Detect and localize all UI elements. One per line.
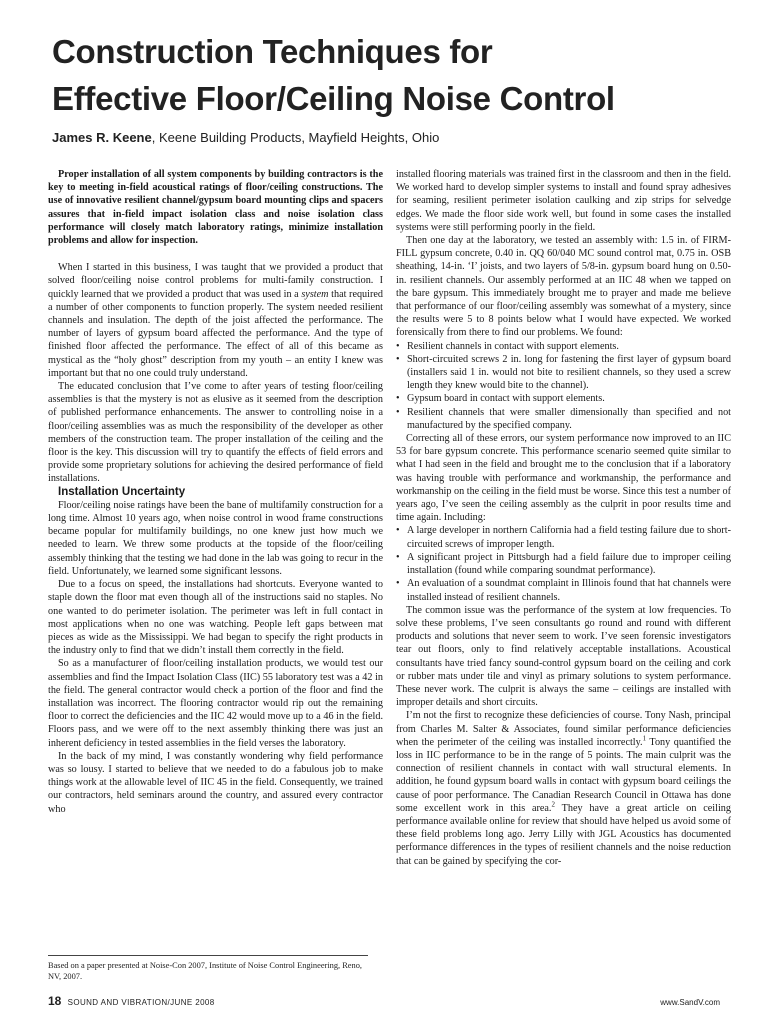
article-title (52, 28, 732, 122)
abstract: Proper installation of all system components by building contractors is the key to meeting in-field acoustical ratings of floor/ceiling constructions. The use of innovative resilient channel/gypsum board mounting clips and spacers assures that in-field impact isolation class and noise isolation class performance will closely match laboratory ratings, minimize installation problems and allow for inspection. (48, 169, 383, 247)
paragraph: Floor/ceiling noise ratings have been the bane of multifamily construction for a long time. Almost 10 years ago, when noise control in wood frame constructions became popular for multifamily buildings, no one knew just how much we needed to learn. We threw some products at the topside of the floor/ceiling assembly thinking that the testing we had done in the lab was going to recur in the field. Unfortunately, we learned some significant lessons. (48, 499, 383, 577)
page-footer (48, 994, 720, 1008)
title-line-2: Effective Floor/Ceiling Noise Control (52, 80, 615, 117)
footnote-ref: 1 (642, 734, 647, 743)
paragraph: So as a manufacturer of floor/ceiling installation products, we would test our assemblies and find the Impact Isolation Class (IIC) 55 laboratory test was a 42 in the field. The general contractor would check a portion of the floor and find the installation was incorrect. The flooring contractor would rip out the remaining floor to correct the deficiencies and the IIC 42 would move up to a 46 in the field. Floors pass, and we were off to the next assembly thinking there was just an inherent deficiency in tested assemblies in the field verses the laboratory. (48, 658, 383, 749)
list-item: • Gypsum board in contact with support elements. (396, 392, 731, 405)
list-item: • Short-circuited screws 2 in. long for fastening the first layer of gypsum board (installers said 1 in. would not bite to resilient channels, so they used a screw length they knew would bite to the channel). (396, 353, 731, 393)
paragraph: Correcting all of these errors, our system performance now improved to an IIC 53 for bare gypsum concrete. This performance scenario seemed quite similar to what I had seen in the field and brought me to the conclusion that if a laboratory was having trouble with performance and workmanship, the performance and workmanship on the ceiling in the field must be worse. Since this test a number of years ago, I’ve seen the ceiling assembly as the culprit in poor results time and time again. Including: (396, 433, 731, 524)
list-item: • Resilient channels in contact with support elements. (396, 340, 731, 353)
list-item: • A large developer in northern California had a field testing failure due to short-circuited screws of improper length. (396, 524, 731, 550)
paragraph: When I started in this business, I was taught that we provided a product that solved floor/ceiling noise control problems for multi-family construction. I quickly learned that we provided a product that was used in a system that required a number of other components to function properly. The system needed resilient channels and insulation. The depth of the joist affected the performance. The number of layers of gypsum board affected the performance. And the type of finished floor affected the performance. The effect of all of this became as mystical as the “holy ghost” description from my youth – an entity I knew was important but that no one could truly understand. (48, 262, 383, 379)
list-item: • An evaluation of a soundmat complaint in Illinois found that hat channels were installed instead of resilient channels. (396, 577, 731, 603)
paragraph: The common issue was the performance of the system at low frequencies. To solve these problems, I’ve seen consultants go round and round with different products and solutions that never seem to work. I’ve seen forensic investigators tear out floors, only to find relatively acceptable installations. Acoustical consultants have tried fancy sound-control gypsum board on the ceiling and cork or rubber mats under tile and vinyl as primary solutions to system performance. These never work. The culprit is always the same – ceilings are installed with improper details and short circuits. (396, 604, 731, 709)
author-name: James R. Keene (52, 130, 152, 145)
section-heading: Installation Uncertainty (58, 485, 186, 498)
paragraph: In the back of my mind, I was constantly wondering why field performance was so lousy. I started to believe that we needed to do a fabulous job to make things work at the allowable level of IIC 45 in the field. Consequently, we trained our contractors, held seminars around the country, and assured every contractor who (48, 750, 383, 815)
list-item: • A significant project in Pittsburgh had a field failure due to improper ceiling installation (found while comparing soundmat performance). (396, 551, 731, 577)
right-column (396, 168, 731, 868)
paragraph: installed flooring materials was trained first in the classroom and then in the field. We worked hard to develop simpler systems to install and found spray adhesives for seaming, resilient perimeter isolation caulking and zip strips for selvedge edges. We made the floor side work well, but found in some cases the installed systems were still performing poorly in the field. (396, 169, 731, 233)
paragraph: Then one day at the laboratory, we tested an assembly with: 1.5 in. of FIRM-FILL gypsum concrete, 0.40 in. QQ 60/040 MC sound control mat, 0.75 in. OSB sheathing, 14-in. ‘I’ joists, and two layers of 5/8-in. gypsum board hung on 0.50-in. resilient channels. Our assembly performed at an IIC 48 when we tapped on the bare gypsum. This immediately brought me to prayer and made me believe that performance of our floor/ceiling assembly was somewhat of a mystery, since the results were 5 to 8 points below what I would have expected. We worked forensically from there to find our problems. We found: (396, 235, 731, 339)
paragraph: I’m not the first to recognize these deficiencies of course. Tony Nash, principal from Charles M. Salter & Associates, found similar performance deficiencies when the perimeter of the ceiling was installed incorrectly.$^1$ Tony quantified the loss in IIC performance to be in the range of 5 points. The main culprit was the connection of resilient channels in contact with wall structural elements. In addition, he found gypsum board walls in contact with gypsum board ceilings the cause of poor performance. The Canadian Research Council in Ottawa has done some excellent work in this area.$^2$ They have a great article on ceiling performance available online for review that should have helped us avoid some of these field problems long ago. Jerry Lilly with JGL Acoustics has documented performance differences in the types of resilient channels and the noise reduction that can be gained by specifying the cor- (396, 710, 731, 867)
page-number: 18 (48, 994, 62, 1008)
website-url: www.SandV.com (660, 998, 720, 1007)
paragraph: Due to a focus on speed, the installations had shortcuts. Everyone wanted to staple down the floor mat even though all of the instructions said no staples. No one wanted to do perimeter isolation. The perimeter was left in full contact in most applications when no one was watching. People left gaps between mat pieces as wide as the Mississippi. We had began to specify the right products in the industry only to find that we didn’t install them correctly in the field. (48, 579, 383, 657)
byline (52, 130, 439, 145)
findings-list (396, 340, 731, 432)
left-column (48, 168, 383, 816)
footnote-ref: 2 (551, 800, 555, 809)
author-affiliation: , Keene Building Products, Mayfield Heights, Ohio (151, 130, 440, 145)
paragraph: The educated conclusion that I’ve come to after years of testing floor/ceiling assemblies is that the mystery is not as elusive as it seemed from the description of published performance enhancements. The answer to controlling noise in a floor/ceiling assemblies was as much the responsibility of the developer as other members of the construction team. The proper installation of the ceiling and the floor is the key. This discussion will try to quantify the effects of field errors and provide some proprietary solutions for achieving the desired performance of field installations. (48, 381, 383, 485)
footnote: Based on a paper presented at Noise-Con 2007, Institute of Noise Control Engineering, Reno, NV, 2007. (48, 955, 368, 982)
title-line-1: Construction Techniques for (52, 33, 493, 70)
examples-list (396, 524, 731, 603)
magazine-issue: SOUND AND VIBRATION/JUNE 2008 (67, 998, 215, 1007)
list-item: • Resilient channels that were smaller dimensionally than specified and not manufactured by the specified company. (396, 406, 731, 432)
